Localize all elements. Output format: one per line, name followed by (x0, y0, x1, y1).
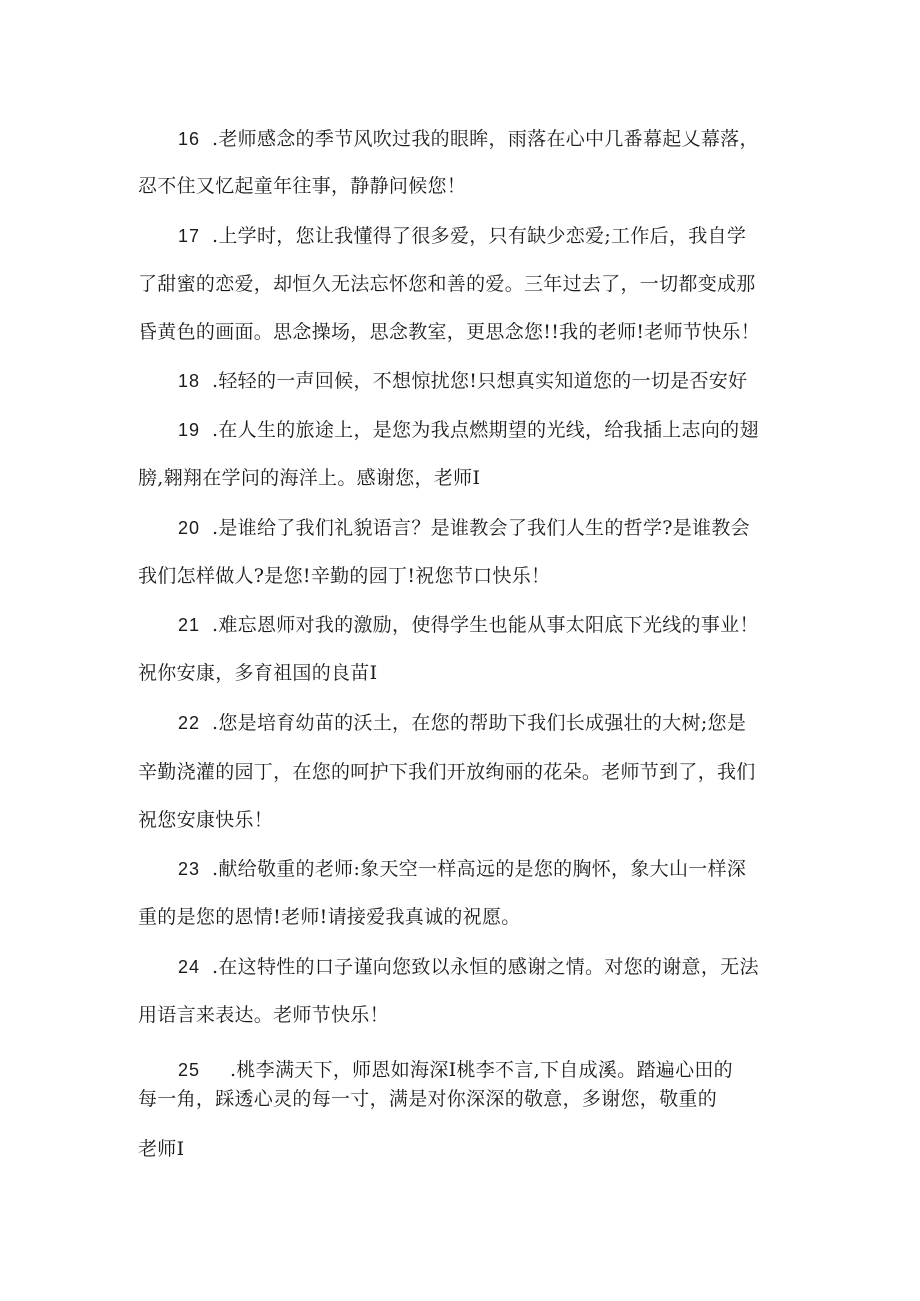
list-item-21-line-2 (138, 661, 377, 685)
item-number: 18 (178, 371, 201, 391)
list-item-16-line-1 (178, 127, 759, 151)
item-text: .老师感念的季节风吹过我的眼眸，雨落在心中几番幕起乂幕落， (212, 128, 759, 150)
item-text: .在人生的旅途上，是您为我点燃期望的光线，给我插上志向的翅 (212, 419, 759, 441)
item-number: 16 (178, 129, 201, 149)
item-text: 祝你安康，多育祖国的良苗I (138, 662, 378, 684)
item-text: .上学时，您让我懂得了很多爱，只有缺少恋爱;工作后，我自学 (212, 225, 747, 247)
list-item-25-line-2 (138, 1087, 717, 1111)
item-text: 重的是您的恩情!老师!请接爱我真诚的祝愿。 (138, 906, 521, 928)
item-text: .轻轻的一声回候，不想惊扰您!只想真实知道您的一切是否安好 (212, 370, 748, 392)
list-item-22-line-2 (138, 760, 756, 784)
list-item-18-line-1 (178, 369, 747, 393)
item-text: 祝您安康快乐！ (138, 809, 274, 831)
item-text: .是谁给了我们礼貌语言？是谁教会了我们人生的哲学?是谁教会 (212, 517, 750, 539)
item-number: 19 (178, 420, 201, 440)
item-number: 25 (178, 1060, 201, 1080)
list-item-17-line-1 (178, 224, 746, 248)
list-item-16-line-2 (138, 174, 466, 198)
list-item-17-line-3 (138, 320, 760, 344)
list-item-23-line-1 (178, 857, 746, 881)
list-item-22-line-1 (178, 711, 746, 735)
item-number: 20 (178, 518, 201, 538)
list-item-25-line-3 (138, 1137, 184, 1161)
list-item-19-line-2 (138, 466, 480, 490)
item-text: 辛勤浇灌的园丁，在您的呵护下我们开放绚丽的花朵。老师节到了，我们 (138, 761, 756, 783)
item-text: .在这特性的口子谨向您致以永恒的感谢之情。对您的谢意，无法 (212, 956, 759, 978)
list-item-20-line-1 (178, 516, 750, 540)
list-item-24-line-2 (138, 1003, 389, 1027)
item-text: 了甜蜜的恋爱，却恒久无法忘怀您和善的爱。三年过去了，一切都变成那 (138, 273, 756, 295)
item-number: 21 (178, 615, 201, 635)
item-text: 老师I (138, 1138, 185, 1160)
item-text: .献给敬重的老师:象天空一样高远的是您的胸怀，象大山一样深 (212, 858, 747, 880)
list-item-23-line-2 (138, 905, 521, 929)
item-text: .难忘恩师对我的激励，使得学生也能从事太阳底下光线的事业！ (212, 614, 759, 636)
list-item-17-line-2 (138, 272, 756, 296)
item-number: 22 (178, 713, 201, 733)
item-text: 忍不住又忆起童年往事，静静问候您！ (138, 175, 467, 197)
list-item-25-line-1 (178, 1058, 733, 1082)
item-text: 我们怎样做人?是您!辛勤的园丁!祝您节口快乐！ (138, 565, 551, 587)
item-text: 每一角，踩透心灵的每一寸，满是对你深深的敬意，多谢您，敬重的 (138, 1088, 718, 1110)
item-text: 昏黄色的画面。思念操场，思念教室，更思念您!!我的老师!老师节快乐！ (138, 321, 761, 343)
list-item-19-line-1 (178, 418, 759, 442)
list-item-21-line-1 (178, 613, 759, 637)
list-item-20-line-2 (138, 564, 550, 588)
list-item-22-line-3 (138, 808, 273, 832)
item-text: .桃李满天下，师恩如海深I桃李不言,下自成溪。踏遍心田的 (230, 1059, 733, 1081)
item-number: 24 (178, 957, 201, 977)
item-number: 23 (178, 859, 201, 879)
item-text: .您是培育幼苗的沃土，在您的帮助下我们长成强壮的大树;您是 (212, 712, 747, 734)
item-number: 17 (178, 226, 201, 246)
list-item-24-line-1 (178, 955, 759, 979)
item-text: 膀,翱翔在学问的海洋上。感谢您，老师I (138, 467, 481, 489)
item-text: 用语言来表达。老师节快乐！ (138, 1004, 389, 1026)
